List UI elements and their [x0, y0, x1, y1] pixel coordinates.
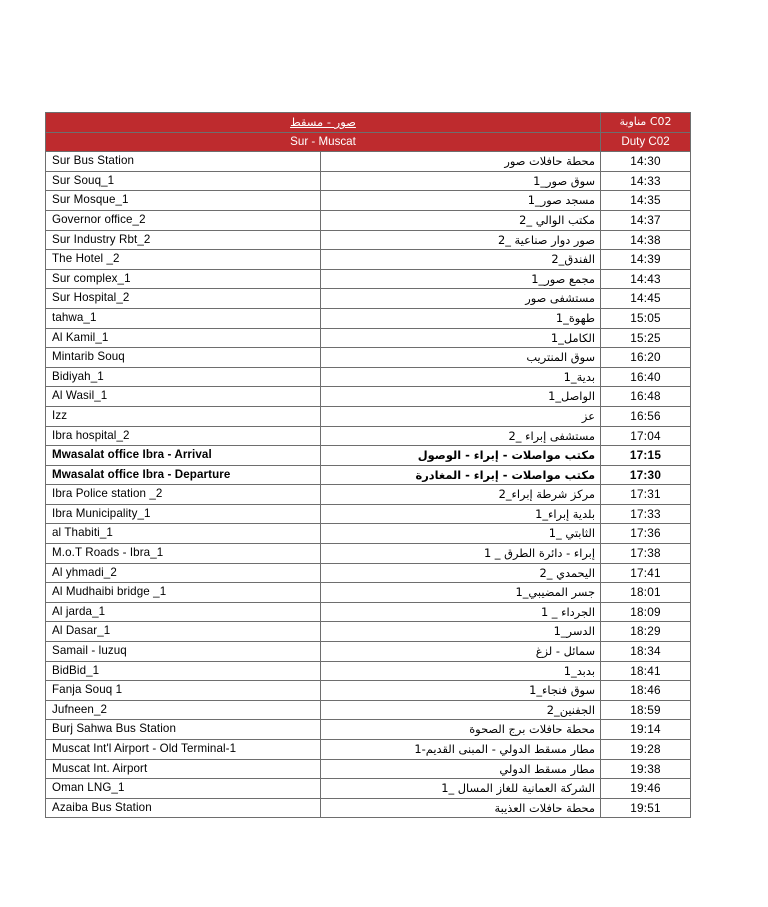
- stop-name-arabic: إبراء - دائرة الطرق _ 1: [321, 544, 601, 564]
- stop-name-english: M.o.T Roads - Ibra_1: [46, 544, 321, 564]
- table-row: [46, 269, 691, 289]
- stop-name-english: Al jarda_1: [46, 602, 321, 622]
- table-row: [46, 779, 691, 799]
- stop-departure-time: 14:39: [601, 250, 691, 270]
- stop-name-english: Sur Hospital_2: [46, 289, 321, 309]
- stop-name-english: Burj Sahwa Bus Station: [46, 720, 321, 740]
- stop-name-english: Jufneen_2: [46, 700, 321, 720]
- stop-name-arabic: بدبد_1: [321, 661, 601, 681]
- stop-name-arabic: مطار مسقط الدولي: [321, 759, 601, 779]
- stop-name-arabic: الثابتي _1: [321, 524, 601, 544]
- stop-departure-time: 19:51: [601, 798, 691, 818]
- stop-name-english: Al Dasar_1: [46, 622, 321, 642]
- stop-name-english: Mintarib Souq: [46, 348, 321, 368]
- table-row: [46, 230, 691, 250]
- stop-name-arabic: مجمع صور_1: [321, 269, 601, 289]
- table-row: [46, 308, 691, 328]
- stop-name-arabic: الجفنين_2: [321, 700, 601, 720]
- stop-name-english: al Thabiti_1: [46, 524, 321, 544]
- stop-departure-time: 17:15: [601, 446, 691, 466]
- timetable-container: [45, 112, 690, 818]
- table-row: [46, 250, 691, 270]
- stop-name-arabic: جسر المضيبي_1: [321, 583, 601, 603]
- stop-departure-time: 16:20: [601, 348, 691, 368]
- stop-departure-time: 16:40: [601, 367, 691, 387]
- stop-name-arabic: مكتب الوالي _2: [321, 210, 601, 230]
- stop-name-arabic: سوق المنتريب: [321, 348, 601, 368]
- stop-departure-time: 17:04: [601, 426, 691, 446]
- stop-departure-time: 17:36: [601, 524, 691, 544]
- stop-name-arabic: سوق صور_1: [321, 171, 601, 191]
- stop-name-arabic: الجرداء _ 1: [321, 602, 601, 622]
- stop-name-english: Al yhmadi_2: [46, 563, 321, 583]
- bus-timetable: [45, 112, 691, 818]
- stop-name-arabic: عز: [321, 406, 601, 426]
- stop-departure-time: 14:30: [601, 152, 691, 172]
- stop-name-english: Muscat Int. Airport: [46, 759, 321, 779]
- stop-departure-time: 18:41: [601, 661, 691, 681]
- stop-name-english: Sur Mosque_1: [46, 191, 321, 211]
- table-row: [46, 426, 691, 446]
- duty-label-arabic: مناوبة C02: [601, 113, 691, 133]
- duty-label-english: Duty C02: [601, 132, 691, 152]
- stop-name-english: Samail - luzuq: [46, 642, 321, 662]
- stop-departure-time: 17:38: [601, 544, 691, 564]
- table-row: [46, 720, 691, 740]
- stop-name-english: Ibra Municipality_1: [46, 504, 321, 524]
- table-row: [46, 289, 691, 309]
- table-row: [46, 367, 691, 387]
- stop-name-arabic: سمائل - لزغ: [321, 642, 601, 662]
- stop-name-english: The Hotel _2: [46, 250, 321, 270]
- stop-departure-time: 14:35: [601, 191, 691, 211]
- stop-departure-time: 14:38: [601, 230, 691, 250]
- stop-departure-time: 19:46: [601, 779, 691, 799]
- stop-name-arabic: الفندق_2: [321, 250, 601, 270]
- table-row: [46, 191, 691, 211]
- table-row: [46, 563, 691, 583]
- table-row: [46, 642, 691, 662]
- table-row: [46, 622, 691, 642]
- stop-name-english: Sur Bus Station: [46, 152, 321, 172]
- stop-departure-time: 18:29: [601, 622, 691, 642]
- route-title-english: Sur - Muscat: [46, 132, 601, 152]
- route-title-arabic: [46, 113, 601, 133]
- stop-departure-time: 18:09: [601, 602, 691, 622]
- stop-name-arabic: مستشفى صور: [321, 289, 601, 309]
- stop-departure-time: 17:31: [601, 485, 691, 505]
- stop-name-arabic: اليحمدي _2: [321, 563, 601, 583]
- stop-name-english: Al Wasil_1: [46, 387, 321, 407]
- stop-name-english: BidBid_1: [46, 661, 321, 681]
- stop-name-english: Muscat Int'l Airport - Old Terminal-1: [46, 740, 321, 760]
- stop-departure-time: 19:38: [601, 759, 691, 779]
- header-row-arabic: [46, 113, 691, 133]
- stop-name-english: Al Kamil_1: [46, 328, 321, 348]
- table-row: [46, 798, 691, 818]
- stop-name-english: Oman LNG_1: [46, 779, 321, 799]
- stop-departure-time: 18:34: [601, 642, 691, 662]
- stop-departure-time: 15:05: [601, 308, 691, 328]
- stop-name-arabic: مطار مسقط الدولي - المبنى القديم-1: [321, 740, 601, 760]
- table-row: [46, 446, 691, 466]
- table-row: [46, 465, 691, 485]
- stop-name-english: Mwasalat office Ibra - Arrival: [46, 446, 321, 466]
- table-row: [46, 210, 691, 230]
- table-row: [46, 524, 691, 544]
- stop-departure-time: 14:43: [601, 269, 691, 289]
- stop-name-arabic: بدية_1: [321, 367, 601, 387]
- stop-departure-time: 18:59: [601, 700, 691, 720]
- table-row: [46, 406, 691, 426]
- stop-name-arabic: بلدية إبراء_1: [321, 504, 601, 524]
- table-row: [46, 544, 691, 564]
- stop-name-arabic: محطة حافلات صور: [321, 152, 601, 172]
- stop-name-english: Governor office_2: [46, 210, 321, 230]
- timetable-body: [46, 152, 691, 818]
- table-row: [46, 504, 691, 524]
- stop-departure-time: 16:56: [601, 406, 691, 426]
- table-row: [46, 328, 691, 348]
- table-row: [46, 152, 691, 172]
- stop-name-english: Sur complex_1: [46, 269, 321, 289]
- stop-name-english: Bidiyah_1: [46, 367, 321, 387]
- stop-name-english: Ibra hospital_2: [46, 426, 321, 446]
- table-row: [46, 387, 691, 407]
- stop-name-english: Fanja Souq 1: [46, 681, 321, 701]
- table-row: [46, 602, 691, 622]
- stop-name-arabic: محطة حافلات برج الصحوة: [321, 720, 601, 740]
- stop-name-english: Sur Industry Rbt_2: [46, 230, 321, 250]
- stop-name-arabic: مسجد صور_1: [321, 191, 601, 211]
- stop-name-arabic: مركز شرطة إبراء_2: [321, 485, 601, 505]
- stop-departure-time: 14:33: [601, 171, 691, 191]
- table-row: [46, 171, 691, 191]
- stop-name-arabic: الواصل_1: [321, 387, 601, 407]
- stop-name-arabic: مكتب مواصلات - إبراء - الوصول: [321, 446, 601, 466]
- stop-name-english: Azaiba Bus Station: [46, 798, 321, 818]
- table-row: [46, 681, 691, 701]
- stop-departure-time: 17:41: [601, 563, 691, 583]
- stop-departure-time: 19:28: [601, 740, 691, 760]
- stop-departure-time: 18:01: [601, 583, 691, 603]
- stop-name-arabic: مستشفى إبراء _2: [321, 426, 601, 446]
- stop-name-english: Sur Souq_1: [46, 171, 321, 191]
- stop-name-arabic: الدسر_1: [321, 622, 601, 642]
- stop-name-english: Mwasalat office Ibra - Departure: [46, 465, 321, 485]
- stop-name-arabic: محطة حافلات العذيبة: [321, 798, 601, 818]
- stop-departure-time: 17:30: [601, 465, 691, 485]
- stop-name-arabic: سوق فنجاء_1: [321, 681, 601, 701]
- stop-departure-time: 14:45: [601, 289, 691, 309]
- stop-name-arabic: مكتب مواصلات - إبراء - المغادرة: [321, 465, 601, 485]
- table-row: [46, 661, 691, 681]
- stop-departure-time: 16:48: [601, 387, 691, 407]
- table-row: [46, 759, 691, 779]
- timetable-header: [46, 113, 691, 152]
- stop-name-english: Izz: [46, 406, 321, 426]
- stop-name-arabic: طهوة_1: [321, 308, 601, 328]
- stop-departure-time: 14:37: [601, 210, 691, 230]
- stop-name-english: tahwa_1: [46, 308, 321, 328]
- header-row-english: [46, 132, 691, 152]
- stop-name-english: Al Mudhaibi bridge _1: [46, 583, 321, 603]
- table-row: [46, 583, 691, 603]
- stop-departure-time: 15:25: [601, 328, 691, 348]
- table-row: [46, 740, 691, 760]
- stop-departure-time: 18:46: [601, 681, 691, 701]
- stop-departure-time: 17:33: [601, 504, 691, 524]
- table-row: [46, 485, 691, 505]
- table-row: [46, 700, 691, 720]
- table-row: [46, 348, 691, 368]
- stop-name-arabic: صور دوار صناعية _2: [321, 230, 601, 250]
- stop-name-arabic: الكامل_1: [321, 328, 601, 348]
- stop-name-arabic: الشركة العمانية للغاز المسال _1: [321, 779, 601, 799]
- stop-departure-time: 19:14: [601, 720, 691, 740]
- route-title-arabic-text: صور - مسقط: [290, 115, 356, 129]
- stop-name-english: Ibra Police station _2: [46, 485, 321, 505]
